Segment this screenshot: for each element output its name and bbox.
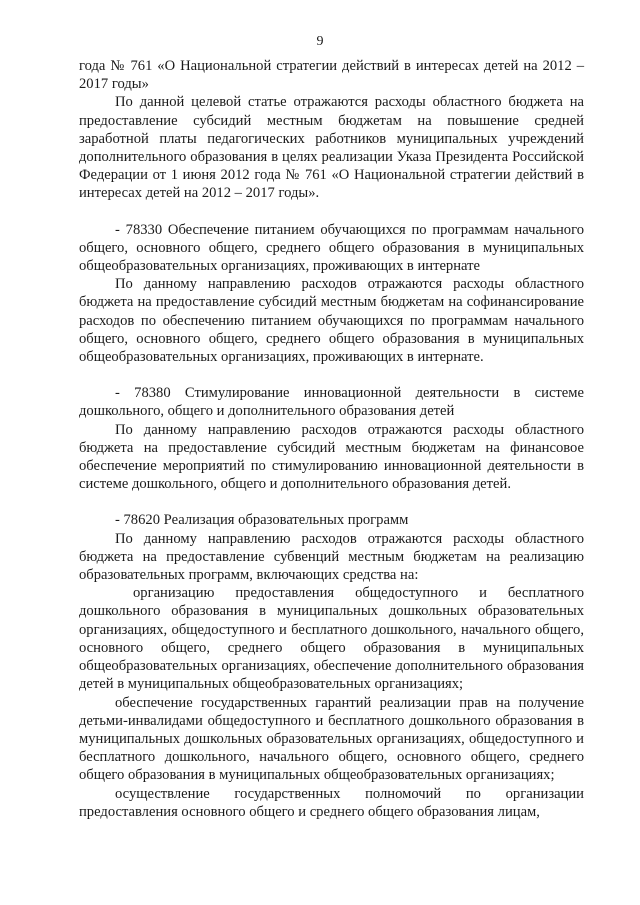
- paragraph-description: По данной целевой статье отражаются расходы областного бюджета на предоставление субсидий местным бюджетам на повышение средней заработной платы педагогических работников муниципальных учреждений дополнительного образования в целях реализации Указа Президента Российской Федерации от 1 июня 2012 года № 761 «О Национальной стратегии действий в интересах детей на 2012 – 2017 годы».: [79, 94, 584, 202]
- list-item: осуществление государственных полномочий по организации предоставления основного общего и среднего общего образования лицам,: [79, 785, 584, 820]
- section-heading-78620: - 78620 Реализация образовательных программ: [115, 512, 409, 529]
- spacer: [79, 493, 584, 511]
- spacer: [79, 366, 584, 384]
- paragraph-continuation: года № 761 «О Национальной стратегии действий в интересах детей на 2012 – 2017 годы»: [79, 58, 584, 93]
- list-item: обеспечение государственных гарантий реализации прав на получение детьми-инвалидами общедоступного и бесплатного дошкольного образования в муниципальных дошкольных образовательных организациях, общедоступного и бесплатного дошкольного, начального общего, основного общего, среднего общего образования в муниципальных общеобразовательных организациях;: [79, 694, 584, 784]
- paragraph-description: По данному направлению расходов отражаются расходы областного бюджета на предоставление субсидий местным бюджетам на финансовое обеспечение мероприятий по стимулированию инновационной деятельности в системе дошкольного, общего и дополнительного образования детей.: [79, 421, 584, 493]
- section-heading-78330: - 78330 Обеспечение питанием обучающихся по программам начального общего, основного общего, среднего общего образования в муниципальных общеобразовательных организациях, проживающих в интернате: [79, 221, 584, 275]
- section-heading-78380: - 78380 Стимулирование инновационной деятельности в системе дошкольного, общего и дополнительного образования детей: [79, 385, 584, 420]
- paragraph-description: По данному направлению расходов отражаются расходы областного бюджета на предоставление субсидий местным бюджетам на софинансирование расходов по обеспечению питанием обучающихся по программам начального общего, основного общего, среднего общего образования в муниципальных общеобразовательных организациях, проживающих в интернате.: [79, 276, 584, 366]
- page-number: 9: [316, 34, 324, 49]
- document-body: [79, 57, 584, 821]
- spacer: [79, 203, 584, 221]
- paragraph-description: По данному направлению расходов отражаются расходы областного бюджета на предоставление субвенций местным бюджетам на реализацию образовательных программ, включающих средства на:: [79, 530, 584, 584]
- list-item: организацию предоставления общедоступного и бесплатного дошкольного образования в муниципальных дошкольных образовательных организациях, общедоступного и бесплатного дошкольного, начального общего, основного общего, среднего общего образования в муниципальных общеобразовательных организациях, обеспечение дополнительного образования детей в муниципальных общеобразовательных организациях;: [79, 585, 584, 693]
